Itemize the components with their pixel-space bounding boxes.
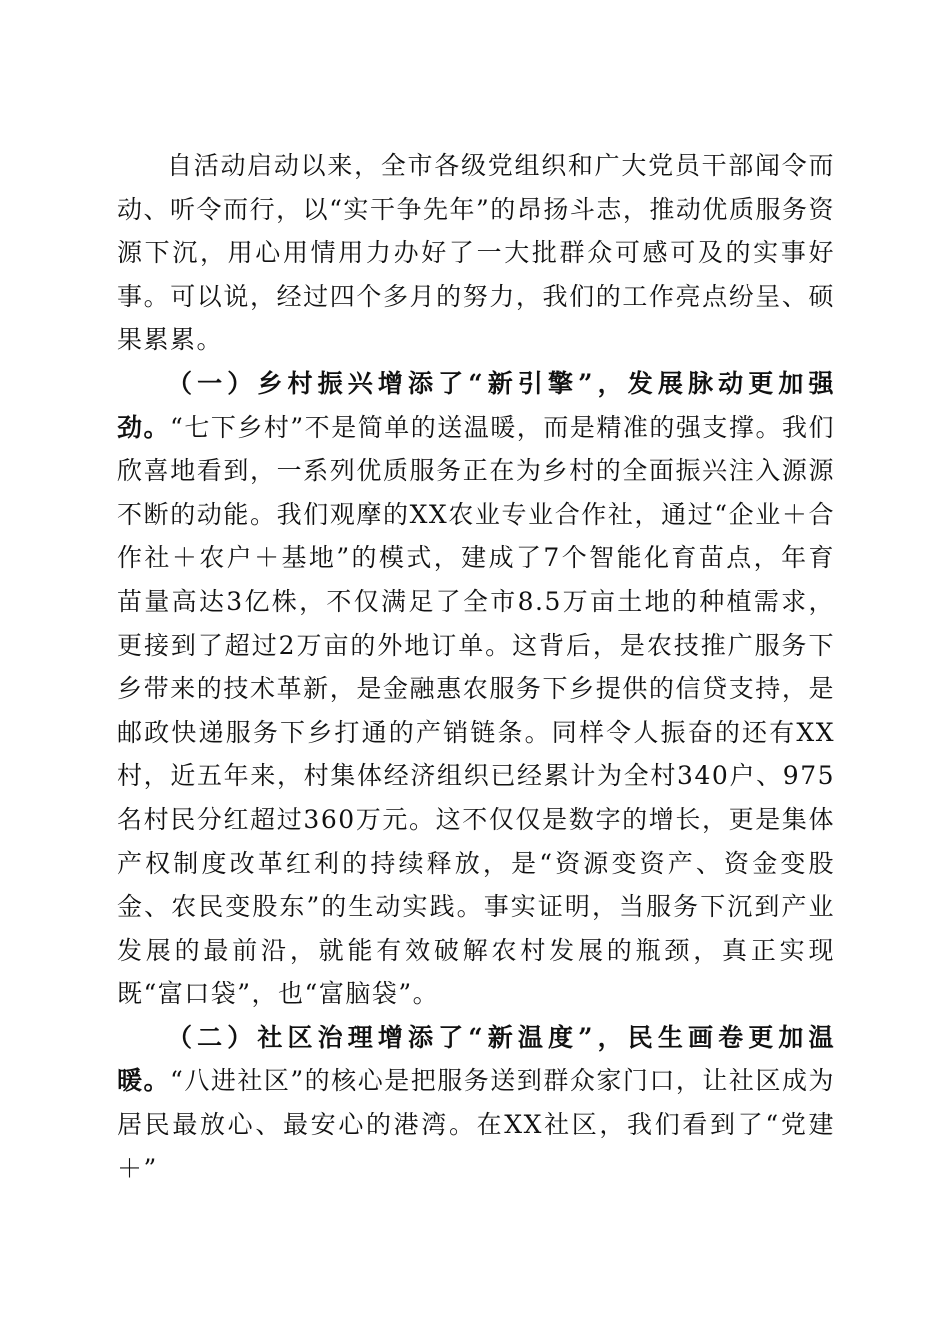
paragraph-text: 自活动启动以来，全市各级党组织和广大党员干部闻令而动、听令而行，以“实干争先年”的昂扬斗志，推动优质服务资源下沉，用心用情用力办好了一大批群众可感可及的实事好事。可以说，经过四个多月的努力，我们的工作亮点纷呈、硕果累累。: [117, 151, 835, 355]
paragraph-intro: [117, 144, 835, 362]
section-heading-2: （二）社区治理增添了“新温度”，民生画卷更加温暖。: [117, 1022, 835, 1096]
paragraph-text: “八进社区”的核心是把服务送到群众家门口，让社区成为居民最放心、最安心的港湾。在XX社区，我们看到了“党建＋”: [117, 1066, 835, 1183]
section-heading-1: （一）乡村振兴增添了“新引擎”，发展脉动更加强劲。: [117, 368, 835, 442]
paragraph-rural-revitalization: [117, 362, 835, 1016]
document-body: [117, 144, 835, 1190]
paragraph-community-governance: [117, 1016, 835, 1190]
paragraph-text: “七下乡村”不是简单的送温暖，而是精准的强支撑。我们欣喜地看到，一系列优质服务正在为乡村的全面振兴注入源源不断的动能。我们观摩的XX农业专业合作社，通过“企业＋合作社＋农户＋基地”的模式，建成了7个智能化育苗点，年育苗量高达3亿株，不仅满足了全市8.5万亩土地的种植需求，更接到了超过2万亩的外地订单。这背后，是农技推广服务下乡带来的技术革新，是金融惠农服务下乡提供的信贷支持，是邮政快递服务下乡打通的产销链条。同样令人振奋的还有XX村，近五年来，村集体经济组织已经累计为全村340户、975名村民分红超过360万元。这不仅仅是数字的增长，更是集体产权制度改革红利的持续释放，是“资源变资产、资金变股金、农民变股东”的生动实践。事实证明，当服务下沉到产业发展的最前沿，就能有效破解农村发展的瓶颈，真正实现既“富口袋”，也“富脑袋”。: [117, 412, 835, 1009]
